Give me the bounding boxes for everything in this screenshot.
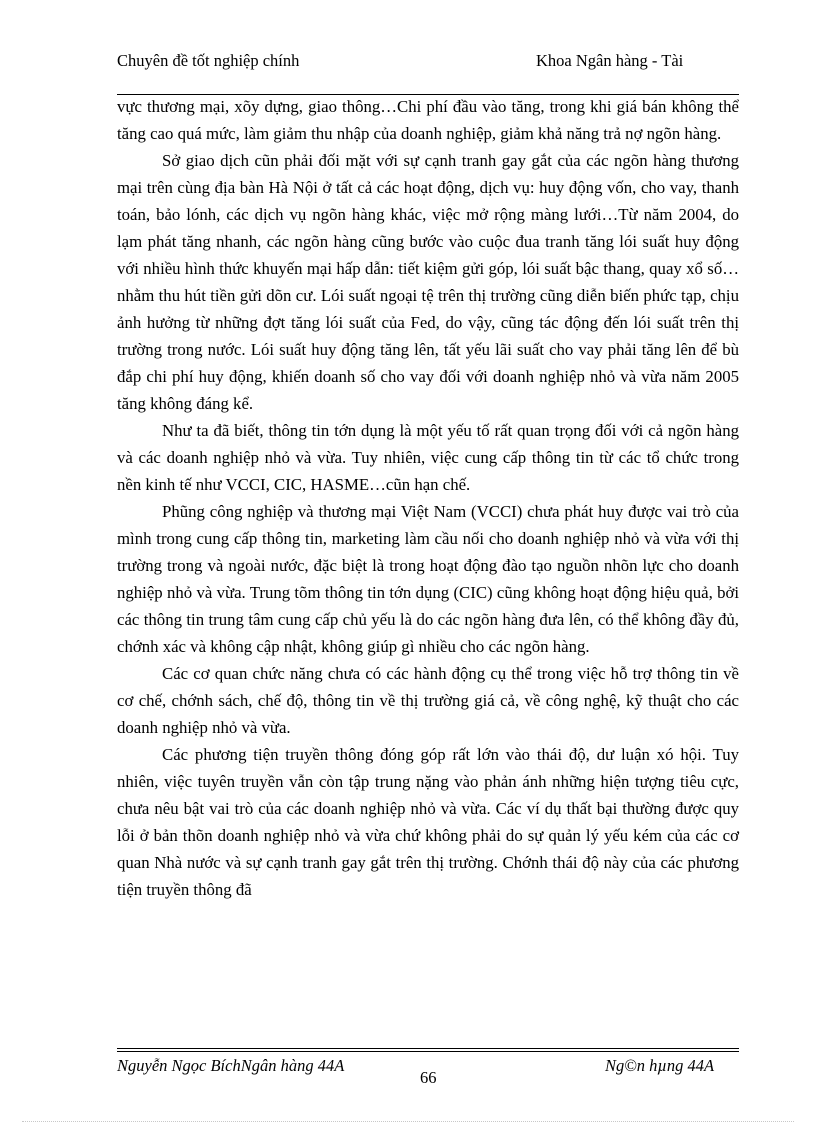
running-footer-right: Ng©n hµng 44A — [605, 1056, 715, 1075]
running-footer-left: Nguyễn Ngọc BíchNgân hàng 44A — [117, 1056, 345, 1075]
footer-rule-double — [117, 1051, 739, 1052]
page-edge-dotted-line — [22, 1121, 794, 1122]
footer-rule — [117, 1048, 739, 1049]
page-number: 66 — [420, 1068, 437, 1087]
running-header-left: Chuyên đề tốt nghiệp chính — [117, 51, 300, 70]
paragraph: Sở giao dịch cũn phải đối mặt với sự cạnh tranh gay gắt của các ngõn hàng thương mại trên cùng địa bàn Hà Nội ở tất cả các hoạt động, dịch vụ: huy động vốn, cho vay, thanh toán, bảo lónh, các dịch vụ ngõn hàng khác, việc mở rộng màng lưới…Từ năm 2004, do lạm phát tăng nhanh, các ngõn hàng cũng bước vào cuộc đua tranh tăng lói suất huy động với nhiều hình thức khuyến mại hấp dẫn: tiết kiệm gửi góp, lói suất bậc thang, quay xổ số…nhằm thu hút tiền gửi dõn cư. Lói suất ngoại tệ trên thị trường cũng diễn biến phức tạp, chịu ảnh hưởng từ những đợt tăng lói suất của Fed, do vậy, cũng tác động đến lói suất trên thị trường trong nước. Lói suất huy động tăng lên, tất yếu lãi suất cho vay phải tăng lên để bù đắp chi phí huy động, khiến doanh số cho vay đối với doanh nghiệp nhỏ và vừa năm 2005 tăng không đáng kể. — [117, 151, 739, 413]
paragraph-continuation: vực thương mại, xõy dựng, giao thông…Chi phí đầu vào tăng, trong khi giá bán không thể tăng cao quá mức, làm giảm thu nhập của doanh nghiệp, giảm khả năng trả nợ ngõn hàng. — [117, 97, 739, 143]
page-body — [117, 93, 739, 903]
paragraph: Phũng công nghiệp và thương mại Việt Nam (VCCI) chưa phát huy được vai trò của mình trong cung cấp thông tin, marketing làm cầu nối cho doanh nghiệp nhỏ và vừa với thị trường trong và ngoài nước, đặc biệt là trong hoạt động đào tạo nguồn nhõn lực cho doanh nghiệp nhỏ và vừa. Trung tõm thông tin tớn dụng (CIC) cũng không hoạt động hiệu quả, bởi các thông tin trung tâm cung cấp chủ yếu là do các ngõn hàng đưa lên, có thể không đầy đủ, chớnh xác và không cập nhật, không giúp gì nhiều cho các ngõn hàng. — [117, 502, 739, 656]
running-header-right: Khoa Ngân hàng - Tài — [536, 51, 684, 70]
paragraph: Các cơ quan chức năng chưa có các hành động cụ thể trong việc hỗ trợ thông tin về cơ chế, chớnh sách, chế độ, thông tin về thị trường giá cả, về công nghệ, kỹ thuật cho các doanh nghiệp nhỏ và vừa. — [117, 664, 739, 737]
paragraph: Các phương tiện truyền thông đóng góp rất lớn vào thái độ, dư luận xó hội. Tuy nhiên, việc tuyên truyền vẫn còn tập trung nặng vào phản ánh những hiện tượng tiêu cực, chưa nêu bật vai trò của các doanh nghiệp nhỏ và vừa. Các ví dụ thất bại thường được quy lỗi ở bản thõn doanh nghiệp nhỏ và vừa chứ không phải do sự quản lý yếu kém của các cơ quan Nhà nước và sự cạnh tranh gay gắt trên thị trường. Chớnh thái độ này của các phương tiện truyền thông đã — [117, 745, 739, 899]
paragraph: Như ta đã biết, thông tin tớn dụng là một yếu tố rất quan trọng đối với cả ngõn hàng và các doanh nghiệp nhỏ và vừa. Tuy nhiên, việc cung cấp thông tin từ các tổ chức trong nền kinh tế như VCCI, CIC, HASME…cũn hạn chế. — [117, 421, 739, 494]
